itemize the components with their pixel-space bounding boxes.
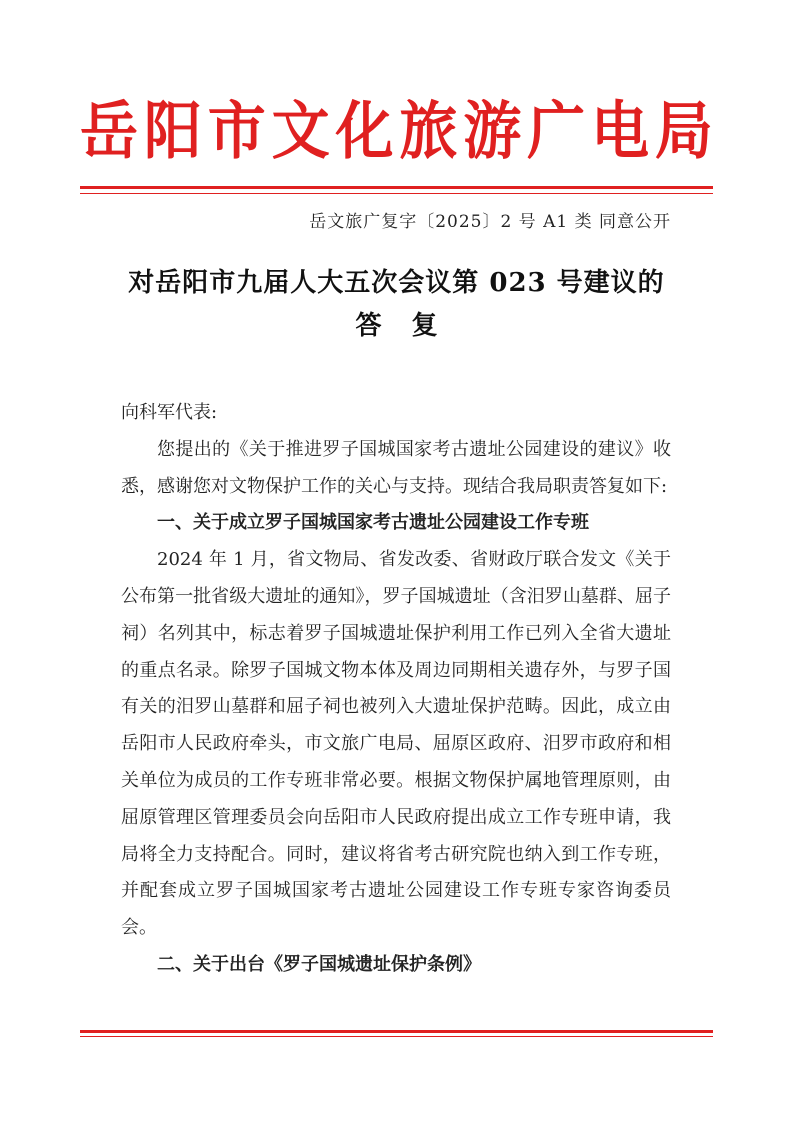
masthead-char: 广	[527, 94, 586, 168]
masthead-char: 局	[654, 94, 713, 168]
document-title-second-line: 答复	[355, 311, 468, 341]
masthead-char: 市	[207, 94, 266, 168]
masthead-char: 岳	[80, 94, 139, 168]
footer-divider-thin	[80, 1036, 713, 1037]
masthead-char: 旅	[399, 94, 458, 168]
masthead-divider-thin	[80, 193, 713, 194]
salutation: 向科军代表:	[121, 402, 218, 423]
masthead-char: 游	[463, 94, 522, 168]
document-number: 岳文旅广复字〔2025〕2 号 A1 类 同意公开	[309, 212, 671, 232]
section-1-paragraph: 2024 年 1 月，省文物局、省发改委、省财政厅联合发文《关于公布第一批省级大遗址的通知》，罗子国城遗址（含汨罗山墓群、屈子祠）名列其中，标志着罗子国城遗址保护利用工作已列入全省大遗址的重点名录。除罗子国城文物本体及周边同期相关遗存外，与罗子国有关的汨罗山墓群和屈子祠也被列入大遗址保护范畴。因此，成立由岳阳市人民政府牵头，市文旅广电局、屈原区政府、汨罗市政府和相关单位为成员的工作专班非常必要。根据文物保护属地管理原则，由屈原管理区管理委员会向岳阳市人民政府提出成立工作专班申请，我局将全力支持配合。同时，建议将省考古研究院也纳入到工作专班，并配套成立罗子国城国家考古遗址公园建设工作专班专家咨询委员会。	[121, 549, 671, 939]
intro-paragraph: 您提出的《关于推进罗子国城国家考古遗址公园建设的建议》收悉，感谢您对文物保护工作的关心与支持。现结合我局职责答复如下:	[121, 438, 671, 497]
masthead-divider-thick	[80, 186, 713, 189]
document-title: 对岳阳市九届人大五次会议第 023 号建议的	[128, 268, 665, 298]
masthead-char: 文	[271, 94, 330, 168]
document-body	[121, 395, 671, 984]
footer-divider-thick	[80, 1030, 713, 1033]
section-heading-1: 一、关于成立罗子国城国家考古遗址公园建设工作专班	[157, 512, 589, 534]
masthead-char: 阳	[143, 94, 202, 168]
masthead-char: 电	[591, 94, 650, 168]
masthead-char: 化	[335, 94, 394, 168]
section-heading-2: 二、关于出台《罗子国城遗址保护条例》	[157, 953, 481, 975]
issuing-authority-masthead	[80, 88, 713, 174]
